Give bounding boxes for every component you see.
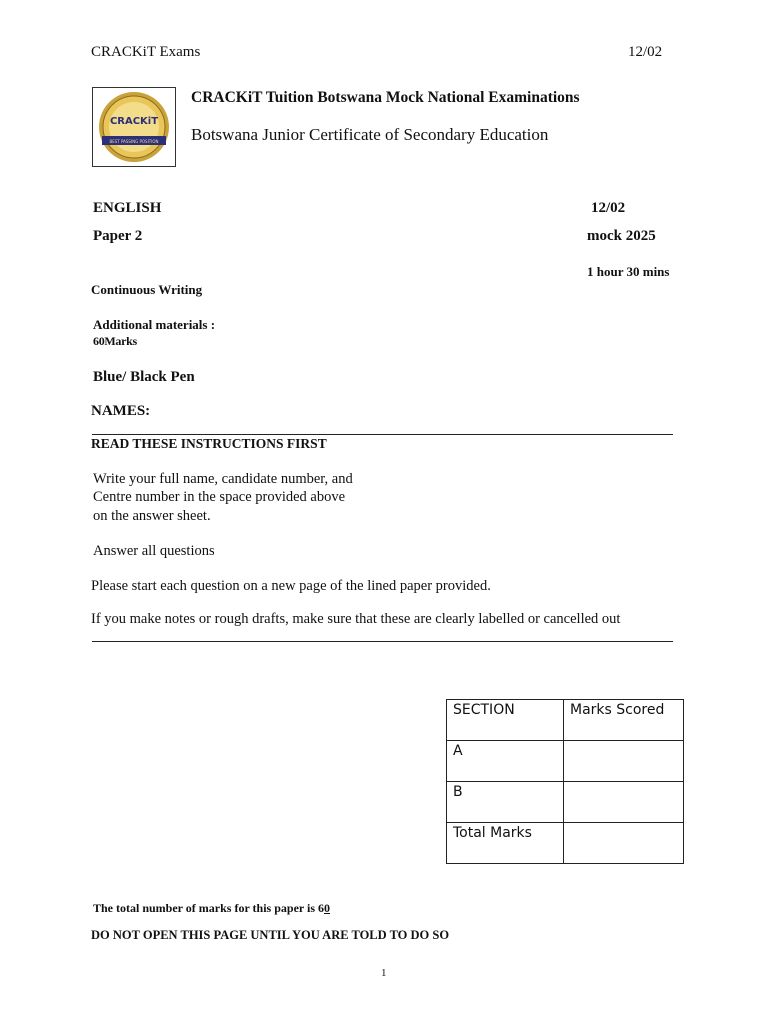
score-cell[interactable] (564, 823, 684, 864)
instruction-line: Please start each question on a new page of the lined paper provided. (91, 578, 491, 594)
marks-table (446, 699, 684, 864)
page-number: 1 (381, 967, 387, 979)
divider-bottom (92, 641, 673, 642)
paper-component: Continuous Writing (91, 282, 203, 297)
crackit-logo-icon (96, 90, 172, 164)
do-not-open-warning: DO NOT OPEN THIS PAGE UNTIL YOU ARE TOLD TO DO SO (91, 928, 450, 942)
total-marks-text: The total number of marks for this paper is 6 (93, 901, 325, 915)
table-row (447, 823, 684, 864)
svg-text:CRACKiT: CRACKiT (109, 116, 159, 127)
pen-requirement: Blue/ Black Pen (93, 369, 195, 385)
section-cell: Total Marks (447, 823, 564, 864)
header-left: CRACKiT Exams (91, 44, 201, 60)
subject: ENGLISH (93, 200, 162, 216)
header-right: 12/02 (628, 44, 663, 60)
table-header-section: SECTION (447, 700, 564, 741)
score-cell[interactable] (564, 741, 684, 782)
paper-number: Paper 2 (93, 228, 143, 244)
table-row (447, 782, 684, 823)
paper-code: 12/02 (591, 200, 626, 216)
section-cell: B (447, 782, 564, 823)
instruction-line: Centre number in the space provided above (93, 489, 346, 505)
instruction-line: Write your full name, candidate number, and (93, 471, 353, 487)
section-cell: A (447, 741, 564, 782)
score-cell[interactable] (564, 782, 684, 823)
table-row (447, 741, 684, 782)
total-marks-digit: 0 (324, 901, 331, 915)
total-marks-note: 60Marks (93, 334, 137, 348)
instruction-line: on the answer sheet. (93, 508, 211, 524)
exam-duration: 1 hour 30 mins (587, 264, 670, 279)
divider-top (92, 434, 673, 435)
exam-session: mock 2025 (587, 228, 656, 244)
instruction-line: If you make notes or rough drafts, make sure that these are clearly labelled or cancelled out (91, 611, 621, 627)
logo (92, 87, 176, 167)
table-header-marks: Marks Scored (564, 700, 684, 741)
instruction-line: Answer all questions (93, 543, 215, 559)
exam-board-title: CRACKiT Tuition Botswana Mock National Examinations (191, 89, 580, 106)
total-marks-statement (93, 901, 330, 916)
qualification-title: Botswana Junior Certificate of Secondary Education (191, 125, 549, 144)
svg-text:BEST PASSING POSITION: BEST PASSING POSITION (109, 139, 159, 144)
table-header-row (447, 700, 684, 741)
instructions-heading: READ THESE INSTRUCTIONS FIRST (91, 436, 327, 451)
additional-materials-label: Additional materials : (93, 317, 216, 332)
names-label: NAMES: (91, 403, 151, 419)
